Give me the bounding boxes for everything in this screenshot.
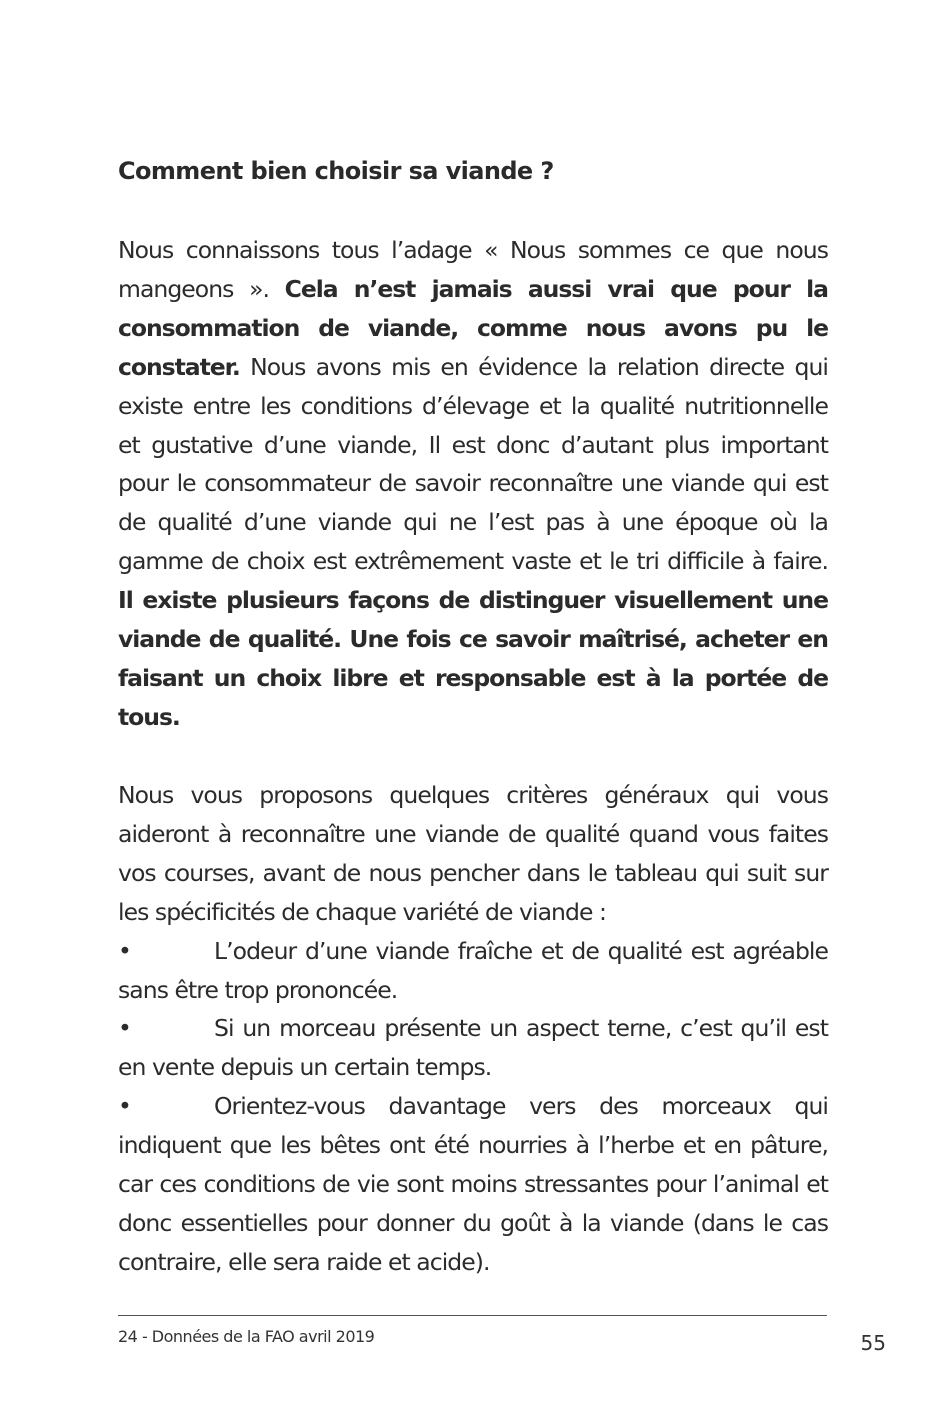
bullet-item-odeur xyxy=(118,937,828,1004)
bullet-dot: • xyxy=(118,1092,131,1121)
bullet-text: Si un morceau présente un aspect terne, c’est qu’il est en vente depuis un certain temps. xyxy=(118,1014,828,1082)
paragraph-adage xyxy=(118,231,828,737)
bullet-item-aspect xyxy=(118,1014,828,1081)
paragraph-adage-bold-2: Il existe plusieurs façons de distinguer visuellement une viande de qualité. Une fois ce savoir maîtrisé, acheter en faisant un choix libre et responsable est à la portée de tous. xyxy=(118,586,828,731)
bullet-text: Orientez-vous davantage vers des morceaux qui indiquent que les bêtes ont été nourries à l’herbe et en pâture, car ces conditions de vie sont moins stressantes pour l’animal et donc essentielles pour donner du goût à la viande (dans le cas contraire, elle sera raide et acide). xyxy=(118,1092,828,1276)
paragraph-adage-text-1: Nous connaissons tous l’adage « Nous sommes ce que nous mangeons ». xyxy=(118,236,828,303)
paragraph-criteria xyxy=(118,776,828,1282)
footnote: 24 - Données de la FAO avril 2019 xyxy=(118,1327,375,1346)
paragraph-adage-bold-1: Cela n’est jamais aussi vrai que pour la consommation de viande, comme nous avons pu le constater. xyxy=(118,274,828,381)
criteria-intro: Nous vous proposons quelques critères généraux qui vous aideront à reconnaître une viande de qualité quand vous faites vos courses, avant de nous pencher dans le tableau qui suit sur les spécificités de chaque variété de viande : xyxy=(118,781,828,926)
bullet-item-herbe xyxy=(118,1092,828,1276)
bullet-dot: • xyxy=(118,936,131,965)
section-heading: Comment bien choisir sa viande ? xyxy=(118,157,554,185)
bullet-dot: • xyxy=(118,1014,131,1043)
page-number: 55 xyxy=(860,1331,886,1355)
footnote-divider xyxy=(118,1315,827,1316)
paragraph-adage-text-2: Nous avons mis en évidence la relation directe qui existe entre les conditions d’élevage et la qualité nutritionnelle et gustative d’une viande, Il est donc d’autant plus important pour le consommateur de savoir reconnaître une viande qui est de qualité d’une viande qui ne l’est pas à une époque où la gamme de choix est extrêmement vaste et le tri difficile à faire. xyxy=(118,352,828,576)
bullet-text: L’odeur d’une viande fraîche et de qualité est agréable sans être trop prononcée. xyxy=(118,936,828,1004)
